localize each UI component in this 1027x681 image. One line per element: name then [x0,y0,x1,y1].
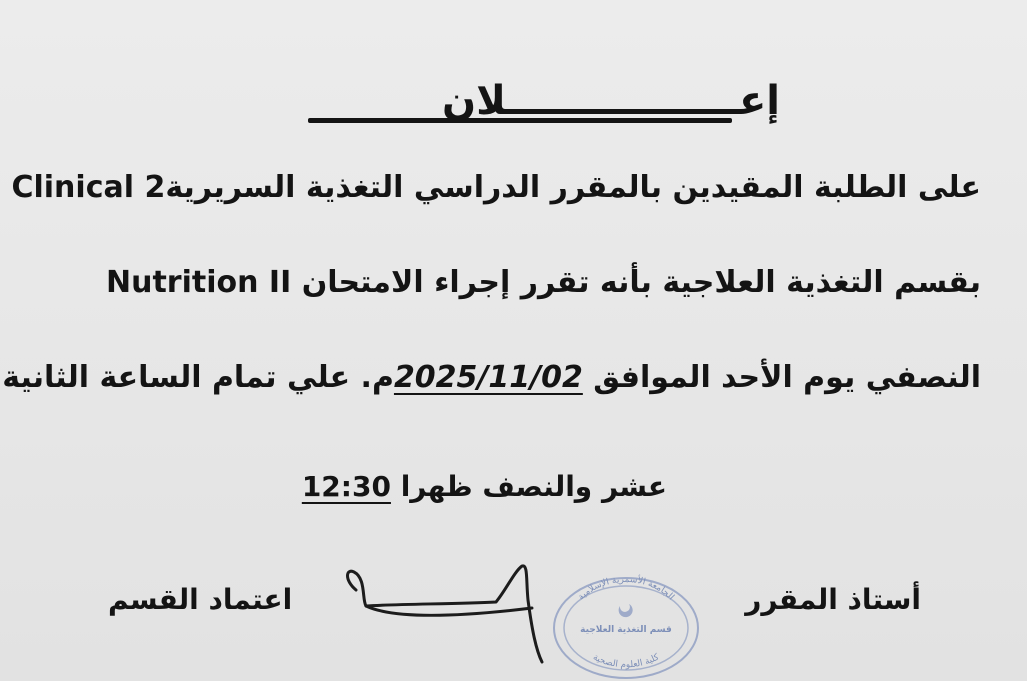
body-line-3-end: م. علي تمام الساعة الثانية [2,360,394,395]
body-line-4-text: عشر والنصف ظهرا [390,470,667,503]
exam-time: 12:30 [301,470,391,503]
body-line-3-start: النصفي يوم الأحد الموافق [582,360,981,395]
announcement-title-block [250,78,780,138]
stamp-text-top: الجامعة الأسمرية الإسلامية [576,574,676,603]
announcement-title: إعـــــــــــــــــلان [442,78,780,124]
teacher-signature [336,560,566,670]
course-teacher-label: أستاذ المقرر [745,583,921,616]
department-approval-label: اعتماد القسم [108,583,293,616]
exam-date: 2025/11/02 [393,360,583,395]
stamp-text-center: قسم التغذية العلاجية [580,625,672,635]
crescent-icon [619,604,633,617]
stamp-text-bottom: كلية العلوم الصحية [591,652,661,671]
department-stamp [548,572,704,680]
body-line-2: Nutrition II بقسم التغذية العلاجية بأنه تقرر إجراء الامتحان [105,265,981,300]
body-line-1: على الطلبة المقيدين بالمقرر الدراسي التغذية السريرية2 Clinical [11,170,981,205]
body-line-3 [2,360,981,395]
body-line-4 [302,470,667,503]
